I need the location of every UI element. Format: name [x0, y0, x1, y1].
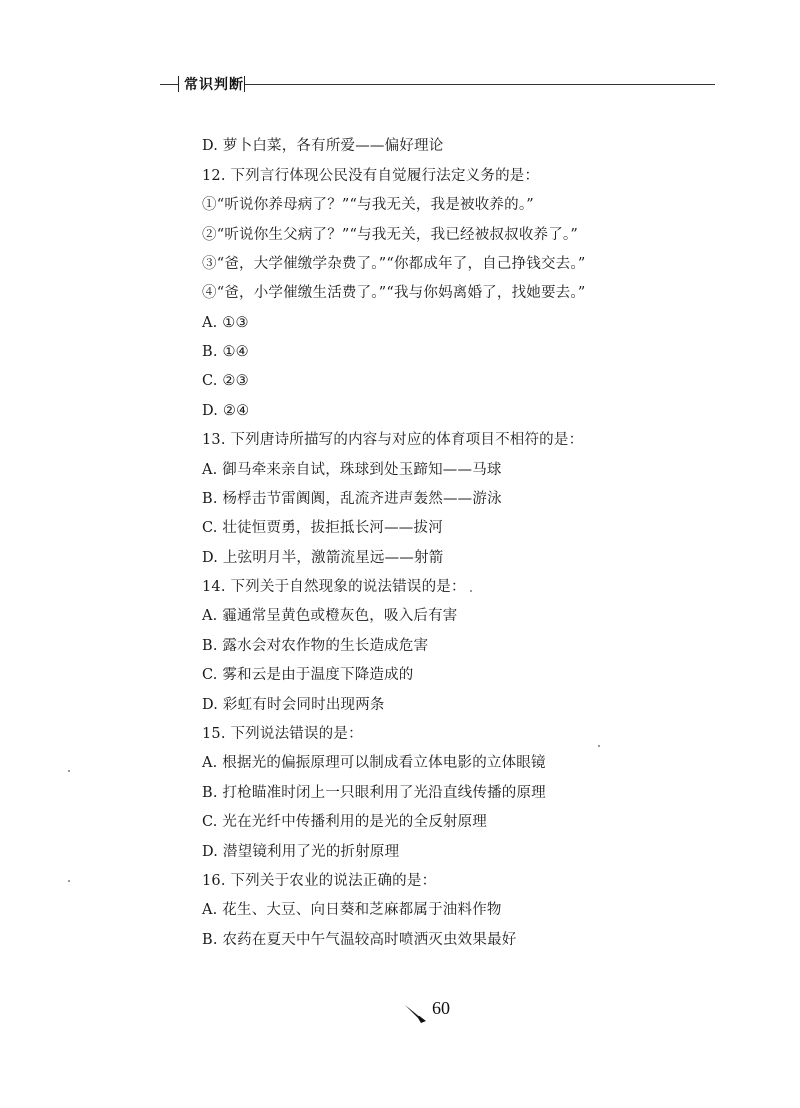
option: C. 光在光纤中传播利用的是光的全反射原理	[202, 814, 487, 830]
header-rule-left	[160, 84, 178, 85]
header-rule-right	[245, 84, 715, 85]
option: A. ①③	[202, 315, 249, 331]
page-number: 60	[432, 998, 450, 1018]
option: D. 上弦明月半，激箭流星远——射箭	[202, 550, 444, 566]
question-stem: 14. 下列关于自然现象的说法错误的是：	[202, 579, 466, 595]
text-line: ②“听说你生父病了？”“与我无关，我已经被叔叔收养了。”	[202, 227, 578, 243]
text-line: ③“爸，大学催缴学杂费了。”“你都成年了，自己挣钱交去。”	[202, 256, 586, 272]
question-stem: 16. 下列关于农业的说法正确的是：	[202, 873, 437, 889]
option: D. 彩虹有时会同时出现两条	[202, 697, 385, 713]
option: D. ②④	[202, 403, 250, 419]
option: C. 壮徒恒贾勇，拔拒抵长河——拔河	[202, 520, 443, 536]
section-title: 常识判断	[184, 77, 244, 93]
option: C. ②③	[202, 373, 249, 389]
text-line: ①“听说你养母病了？”“与我无关，我是被收养的。”	[202, 197, 534, 213]
scan-speck	[470, 590, 472, 592]
option: B. 杨桴击节雷阗阗，乱流齐进声轰然——游泳	[202, 491, 502, 507]
option: A. 霾通常呈黄色或橙灰色，吸入后有害	[202, 608, 458, 624]
text-line: ④“爸，小学催缴生活费了。”“我与你妈离婚了，找她要去。”	[202, 285, 586, 301]
scan-speck	[68, 880, 70, 882]
question-stem: 15. 下列说法错误的是：	[202, 726, 363, 742]
option: B. ①④	[202, 344, 249, 360]
scan-speck	[68, 770, 70, 772]
text-line: D. 萝卜白菜，各有所爱——偏好理论	[202, 138, 444, 154]
option: D. 潜望镜利用了光的折射原理	[202, 844, 400, 860]
option: A. 根据光的偏振原理可以制成看立体电影的立体眼镜	[202, 755, 546, 771]
option: C. 雾和云是由于温度下降造成的	[202, 667, 414, 683]
question-stem: 13. 下列唐诗所描写的内容与对应的体育项目不相符的是：	[202, 432, 584, 448]
header-bar-left	[178, 76, 179, 92]
feather-pen-icon	[404, 1004, 428, 1024]
option: A. 御马牵来亲自试，珠球到处玉蹄知——马球	[202, 462, 502, 478]
scan-speck	[598, 745, 600, 747]
option: B. 打枪瞄准时闭上一只眼利用了光沿直线传播的原理	[202, 785, 546, 801]
option: A. 花生、大豆、向日葵和芝麻都属于油料作物	[202, 902, 502, 918]
option: B. 露水会对农作物的生长造成危害	[202, 638, 429, 654]
option: B. 农药在夏天中午气温较高时喷洒灭虫效果最好	[202, 932, 517, 948]
question-stem: 12. 下列言行体现公民没有自觉履行法定义务的是：	[202, 168, 540, 184]
page-header	[0, 72, 800, 98]
